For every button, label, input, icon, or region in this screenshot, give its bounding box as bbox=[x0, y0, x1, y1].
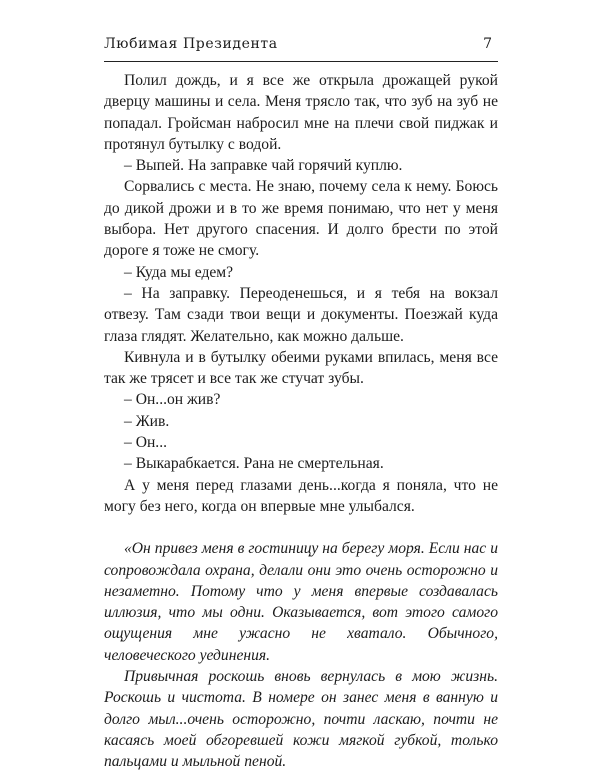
paragraph: – Выкарабкается. Рана не смертельная. bbox=[124, 455, 384, 473]
running-header bbox=[104, 36, 498, 58]
italic-paragraph: Привычная роскошь вновь вернулась в мою жизнь. Роскошь и чистота. В номере он занес меня в ванную и долго мыл...очень осторожно, почти ласкаю, почти не касаясь моей обгоревшей кожи мягкой губкой, только пальцами и мыльной пеной. bbox=[104, 668, 498, 771]
paragraph: Сорвались с места. Не знаю, почему села к нему. Боюсь до дикой дрожи и в то же время понимаю, что нет у меня выбора. Нет другого спасения. И долго брести по этой дороге я тоже не смогу. bbox=[104, 178, 498, 260]
header-divider bbox=[104, 61, 498, 62]
paragraph: Кивнула и в бутылку обеими руками впилась, меня все так же трясет и все так же стучат зубы. bbox=[104, 348, 498, 388]
page-number: 7 bbox=[483, 36, 492, 52]
paragraph: – Он... bbox=[124, 434, 167, 452]
italic-flashback bbox=[104, 538, 498, 772]
paragraph: Полил дождь, и я все же открыла дрожащей рукой дверцу машины и села. Меня трясло так, что зуб на зуб не попадал. Гройсман набросил мне на плечи свой пиджак и протянул бутылку с водой. bbox=[104, 72, 498, 153]
body-text bbox=[104, 70, 498, 773]
paragraph: А у меня перед глазами день...когда я поняла, что не могу без него, когда он впервые мне улыбался. bbox=[104, 476, 498, 515]
paragraph: – Куда мы едем? bbox=[124, 263, 234, 281]
paragraph: – На заправку. Переоденешься, и я тебя на вокзал отвезу. Там сзади твои вещи и документы. Поезжай куда глаза глядят. Желательно, как можно дальше. bbox=[104, 284, 498, 345]
paragraph: – Жив. bbox=[124, 412, 170, 430]
book-title: Любимая Президента bbox=[104, 36, 278, 52]
scene-break bbox=[104, 517, 498, 538]
paragraph: – Выпей. На заправке чай горячий куплю. bbox=[124, 157, 403, 175]
paragraph: – Он...он жив? bbox=[124, 391, 221, 409]
italic-paragraph: «Он привез меня в гостиницу на берегу моря. Если нас и сопровождала охрана, делали они это очень осторожно и незаметно. Потому что у меня впервые создавалась иллюзия, что мы одни. Оказывается, вот этого самого ощущения мне ужасно не хватало. Обычного, человеческого уединения. bbox=[104, 540, 498, 664]
